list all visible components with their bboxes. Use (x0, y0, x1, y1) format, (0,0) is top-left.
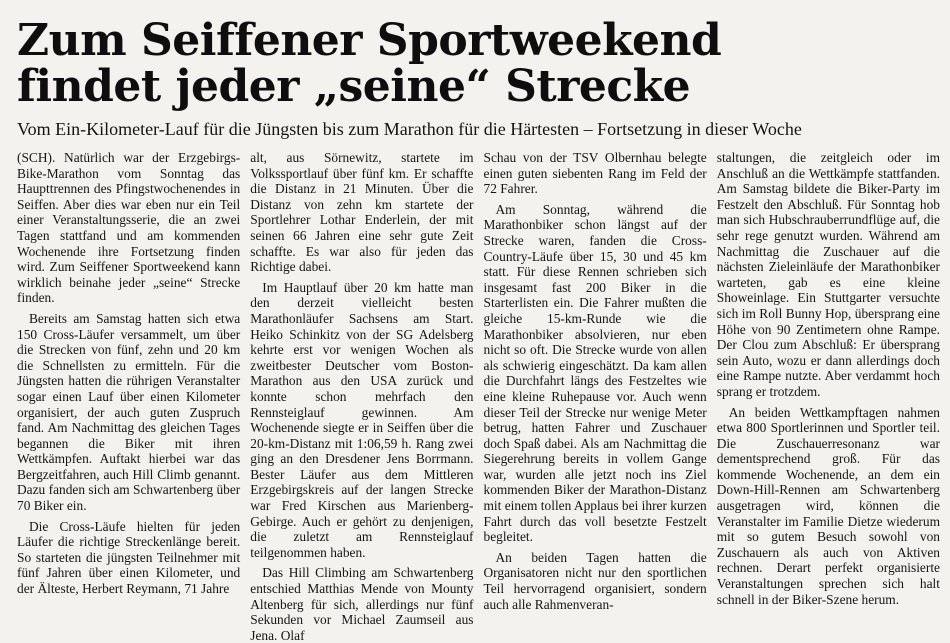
headline (17, 15, 940, 112)
subheadline: Vom Ein-Kilometer-Lauf für die Jüngsten bis zum Marathon für die Härtesten – Fortsetzung in dieser Woche (17, 119, 802, 139)
paragraph: Bereits am Samstag hatten sich etwa 150 Cross-Läufer versammelt, um über die Strecken von fünf, zehn und 20 km die Schnellsten zu ermitteln. Für die Jüngsten hatten die rührigen Veranstalter sogar einen Lauf über einen Kilometer organisiert, der auch guten Zuspruch fand. Am Nachmittag des gleichen Tages begannen die Biker mit ihren Wettkämpfen. Auftakt hierbei war das Bergzeitfahren, auch Hill Climb genannt. Dazu fanden sich am Schwartenberg über 70 Biker ein. (17, 310, 241, 514)
paragraph: An beiden Wettkampftagen nahmen etwa 800 Sportlerinnen und Sportler teil. Die Zuschauerresonanz war dementsprechend groß. Für das kommende Wochenende, an dem ein Down-Hill-Rennen am Schwartenberg ausgetragen wird, können die Veranstalter im Familie Dietze wiederum mit so gutem Besuch sowohl von Zuschauern als auch von Aktiven rechnen. Derart perfekt organisierte Veranstaltungen sprechen sich halt schnell in der Biker-Szene herum. (716, 404, 940, 607)
paragraph: Im Hauptlauf über 20 km hatte man den derzeit vielleicht besten Marathonläufer Sachsens am Start. Heiko Schinkitz von der SG Adelsberg kehrte erst vor wenigen Wochen als zweitbester Deutscher vom Boston-Marathon aus den USA zurück und konnte schon mehrfach den Rennsteiglauf gewinnen. Am Wochenende siegte er in Seiffen über die 20-km-Distanz mit 1:06,59 h. Rang zwei ging an den Dresdener Jens Borrmann. Bester Läufer aus dem Mittleren Erzgebirgskreis auf der langen Strecke war Fred Kirschen aus Marienberg-Gebirge. Auch er gehört zu denjenigen, die zuletzt am Rennsteiglauf teilgenommen haben. (250, 279, 474, 560)
paragraph: Die Cross-Läufe hielten für jeden Läufer die richtige Streckenlänge bereit. So starteten die jüngsten Teilnehmer mit fünf Jahren über einen Kilometer, und der Älteste, Herbert Reymann, 71 Jahre (17, 518, 241, 597)
paragraph: alt, aus Sörnewitz, startete im Volkssportlauf über fünf km. Er schaffte die Distanz in 21 Minuten. Über die Distanz von zehn km startete der Sportlehrer Lothar Enderlein, der mit seinen 66 Jahren eine sehr gute Zeit schaffte. Es war also für jeden das Richtige dabei. (250, 150, 474, 275)
paragraph: Am Sonntag, während die Marathonbiker schon längst auf der Strecke waren, fanden die Cross-Country-Läufe über 15, 30 und 45 km statt. Für diese Rennen schrieben sich insgesamt fast 200 Biker in die Starterlisten ein. Die Fahrer mußten die gleiche 15-km-Runde wie die Marathonbiker absolvieren, nur eben nicht so oft. Die Strecke wurde von allen als schwierig eingeschätzt. Da kam allen die Durchfahrt längs des Festzeltes wie eine kleine Ruhepause vor. Auch wenn dieser Teil der Strecke nur wenige Meter betrug, hatten Fahrer und Zuschauer doch Spaß dabei. Als am Nachmittag die Siegerehrung bereits in vollem Gange war, wurden alle jetzt noch ins Ziel kommenden Biker der Marathon-Distanz mit einem tollen Applaus bei ihrer kurzen Fahrt durch das voll besetzte Festzelt begleitet. (483, 201, 707, 545)
column-1 (17, 150, 240, 610)
paragraph: Schau von der TSV Olbernhau belegte einen guten siebenten Rang im Feld der 72 Fahrer. (483, 150, 707, 197)
column-4 (717, 150, 940, 610)
paragraph: An beiden Tagen hatten die Organisatoren nicht nur den sportlichen Teil hervorragend organisiert, sondern auch alle Rahmenveran- (483, 549, 707, 612)
paragraph: Das Hill Climbing am Schwartenberg entschied Matthias Mende von Mounty Altenberg für sich, allerdings nur fünf Sekunden vor Michael Zaumseil aus Jena. Olaf (250, 565, 474, 643)
headline-line-2: findet jeder „seine“ Strecke (17, 61, 691, 112)
paragraph: staltungen, die zeitgleich oder im Anschluß an die Wettkämpfe stattfanden. Am Samstag bildete die Biker-Party im Festzelt den Abschluß. Für Sonntag hob man sich Hubschrauberrundflüge auf, die sehr rege genutzt wurden. Während am Nachmittag die Zuschauer auf die nächsten Zieleinläufe der Marathonbiker warteten, gab es eine kleine Showeinlage. Ein Stuttgarter versuchte sich im Roll Bunny Hop, übersprang eine Höhe von 90 Zentimetern ohne Rampe. Der Clou zum Abschluß: Er übersprang sein Auto, wozu er dann allerdings doch eine Rampe nutzte. Aber verdammt hoch sprang er trotzdem. (716, 150, 940, 399)
article-body (17, 150, 940, 643)
headline-line-1: Zum Seiffener Sportweekend (17, 15, 722, 66)
column-3 (484, 150, 707, 610)
paragraph: (SCH). Natürlich war der Erzgebirgs-Bike-Marathon vom Sonntag das Haupttrennen des Pfingstwochenendes in Seiffen. Aber dies war eben nur ein Teil einer Veranstaltungsserie, die an zwei Tagen stattfand und am kommenden Wochenende ihre Fortsetzung finden wird. Zum Seiffener Sportweekend kann wirklich beinahe jeder „seine“ Strecke finden. (17, 150, 241, 306)
column-2 (250, 150, 474, 643)
